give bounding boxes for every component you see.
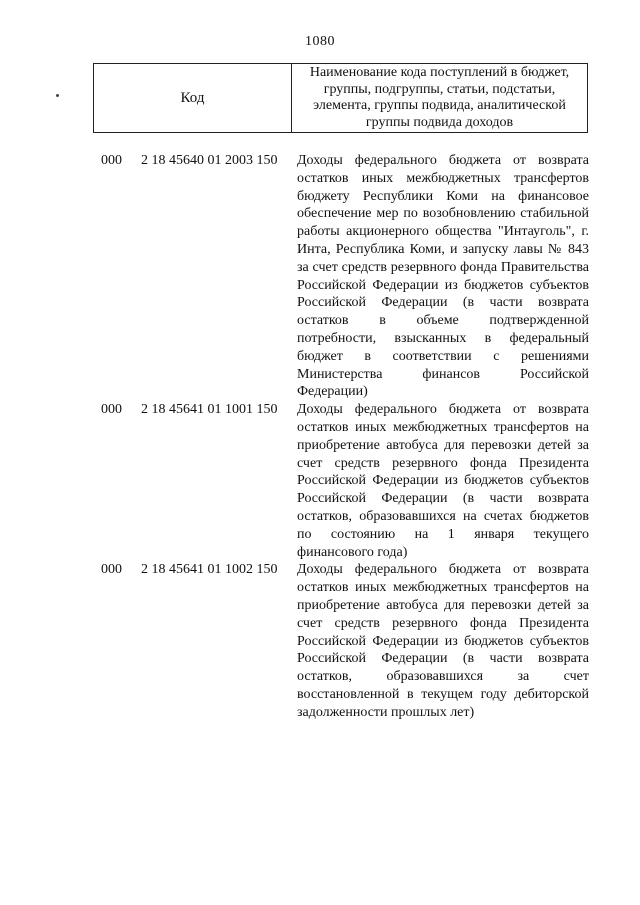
entry-description: Доходы федерального бюджета от возврата остатков иных межбюджетных трансфертов на приобретение автобуса для перевозки детей за счет средств резервного фонда Президента Российской Федерации из бюджетов субъектов Российской Федерации (в части возврата остатков, образовавшихся на счетах бюджетов по состоянию на 1 января текущего финансового года) — [297, 402, 589, 560]
page-number: 1080 — [305, 34, 335, 49]
entry-row — [101, 152, 591, 401]
entry-admin-code: 000 — [101, 562, 122, 578]
header-name-cell: Наименование кода поступлений в бюджет, группы, подгруппы, статьи, подстатьи, элемента, группы подвида, аналитической группы подвида доходов — [309, 65, 570, 130]
entry-row — [101, 401, 591, 561]
entry-revenue-code: 2 18 45641 01 1001 150 — [141, 402, 278, 418]
entry-row — [101, 561, 591, 721]
entry-admin-code: 000 — [101, 402, 122, 418]
header-table — [93, 63, 588, 133]
entry-revenue-code: 2 18 45641 01 1002 150 — [141, 562, 278, 578]
entry-description: Доходы федерального бюджета от возврата остатков иных межбюджетных трансфертов на приобретение автобуса для перевозки детей за счет средств резервного фонда Президента Российской Федерации из бюджетов субъектов Российской Федерации (в части возврата остатков, образовавшихся за счет восстановленной в текущем году дебиторской задолженности прошлых лет) — [297, 562, 589, 720]
entries-list — [101, 152, 591, 722]
entry-description: Доходы федерального бюджета от возврата остатков иных межбюджетных трансфертов бюджету Республики Коми на финансовое обеспечение мер по возобновлению стабильной работы акционерного общества "Интауголь", г. Инта, Республика Коми, и запуску лавы № 843 за счет средств резервного фонда Правительства Российской Федерации из бюджетов субъектов Российской Федерации (в части возврата остатков в объеме подтвержденной потребности, взысканных в федеральный бюджет в соответствии с решениями Министерства финансов Российской Федерации) — [297, 153, 589, 400]
header-code-cell: Код — [94, 64, 292, 132]
entry-admin-code: 000 — [101, 153, 122, 168]
stray-mark — [56, 94, 59, 97]
entry-revenue-code: 2 18 45640 01 2003 150 — [141, 153, 278, 168]
